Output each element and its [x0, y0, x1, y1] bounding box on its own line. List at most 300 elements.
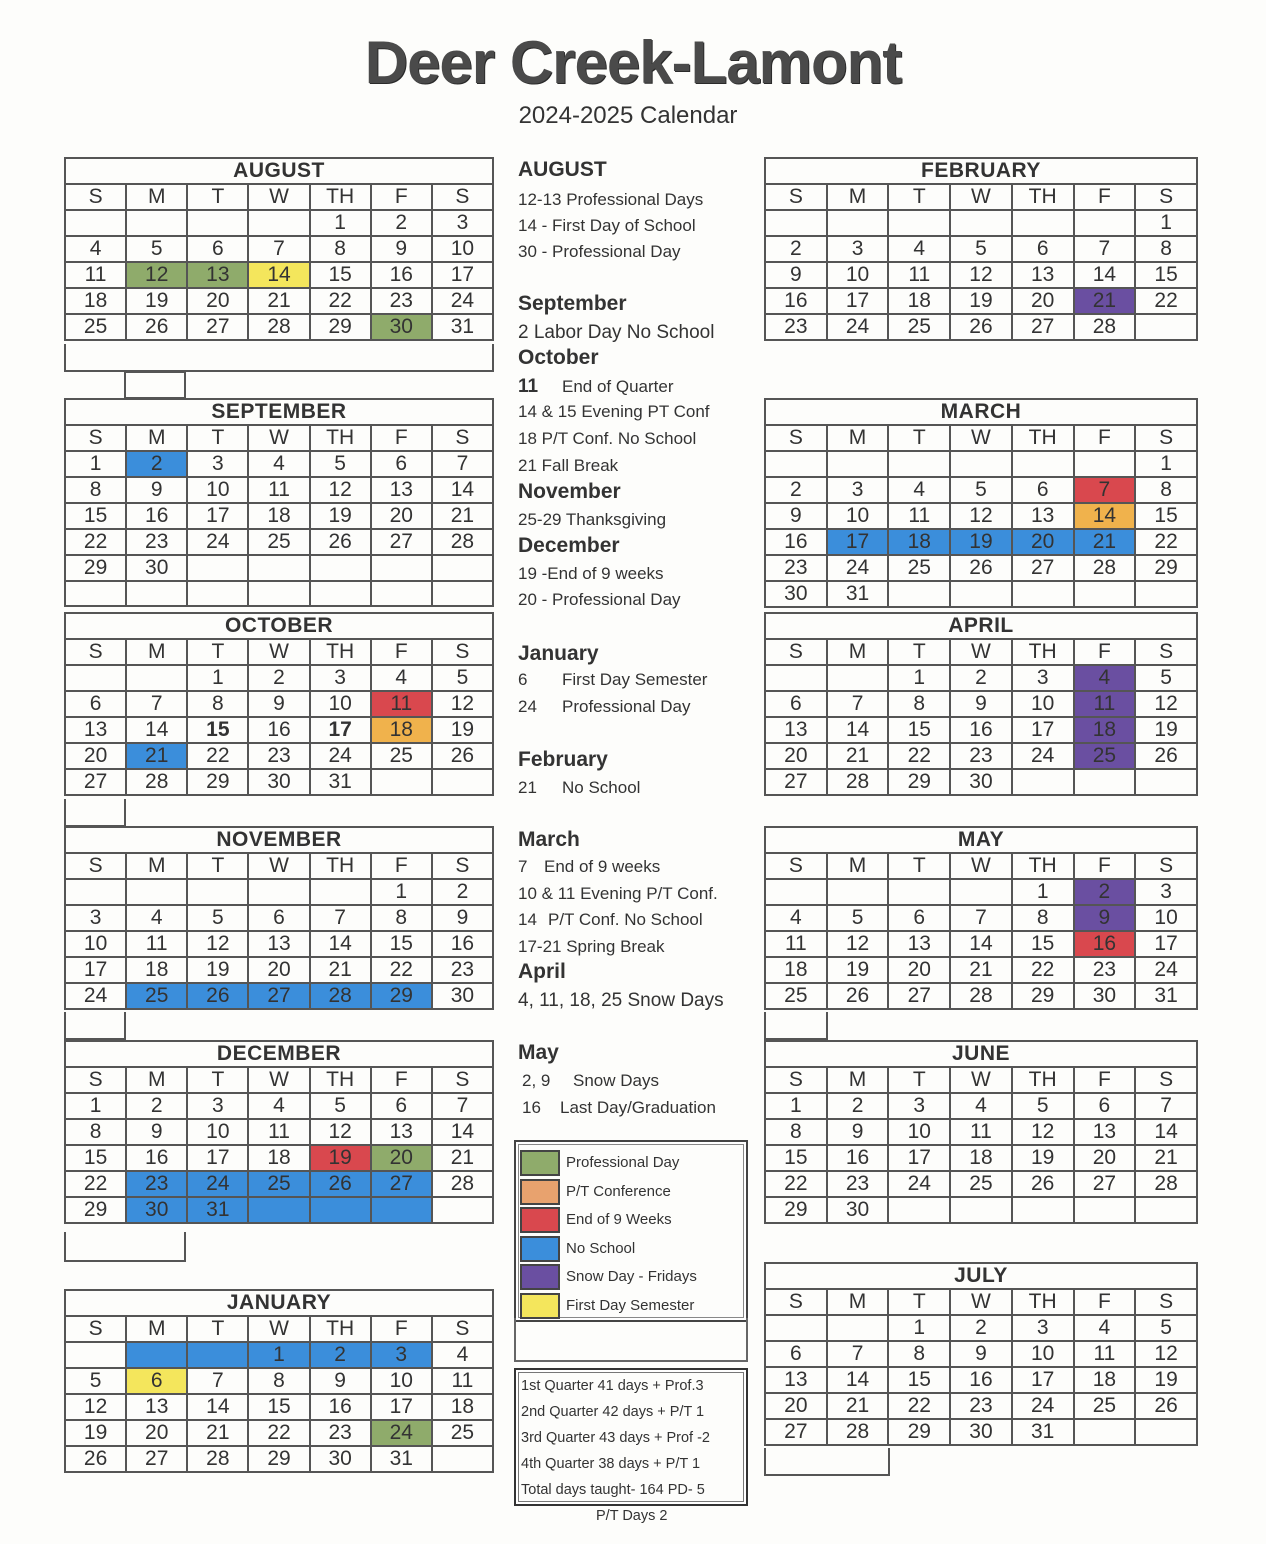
- weekday-header: T: [888, 425, 950, 451]
- day-cell: 19: [950, 529, 1012, 555]
- day-cell: 3: [371, 1342, 432, 1368]
- day-cell: 16: [248, 717, 309, 743]
- day-cell: 6: [888, 905, 950, 931]
- table-stub: [64, 1232, 186, 1262]
- month-table-february: [764, 157, 1198, 341]
- weekday-header: TH: [310, 639, 371, 665]
- day-cell: 15: [65, 1145, 126, 1171]
- day-cell: 29: [1135, 555, 1197, 581]
- day-cell: 8: [371, 905, 432, 931]
- day-cell: 3: [1012, 665, 1074, 691]
- day-cell: 4: [950, 1093, 1012, 1119]
- day-cell: [371, 1197, 432, 1223]
- day-cell: 24: [827, 555, 889, 581]
- day-cell: 5: [827, 905, 889, 931]
- day-cell: [432, 555, 493, 581]
- day-cell: 28: [126, 769, 187, 795]
- day-cell: 19: [1135, 717, 1197, 743]
- day-cell: 3: [310, 665, 371, 691]
- day-cell: 17: [827, 529, 889, 555]
- day-cell: 23: [765, 555, 827, 581]
- day-cell: 2: [950, 1315, 1012, 1341]
- day-cell: [248, 879, 309, 905]
- day-cell: [371, 769, 432, 795]
- day-cell: 20: [65, 743, 126, 769]
- day-cell: [1135, 581, 1197, 607]
- weekday-header: F: [371, 639, 432, 665]
- weekday-header: W: [950, 425, 1012, 451]
- day-cell: 25: [65, 314, 126, 340]
- day-cell: 19: [827, 957, 889, 983]
- day-cell: 29: [310, 314, 371, 340]
- day-cell: 4: [248, 1093, 309, 1119]
- weekday-header: M: [827, 425, 889, 451]
- week-row: [65, 236, 493, 262]
- weekday-header: W: [248, 184, 309, 210]
- day-cell: 8: [765, 1119, 827, 1145]
- day-cell: 18: [1074, 717, 1136, 743]
- day-cell: 22: [888, 1393, 950, 1419]
- day-cell: [432, 1446, 493, 1472]
- weekday-header: S: [765, 425, 827, 451]
- day-cell: 16: [126, 1145, 187, 1171]
- week-row: [65, 957, 493, 983]
- day-cell: 22: [1012, 957, 1074, 983]
- week-row: [765, 503, 1197, 529]
- day-cell: 19: [310, 503, 371, 529]
- day-cell: 30: [827, 1197, 889, 1223]
- weekday-header: F: [371, 1316, 432, 1342]
- day-cell: 10: [827, 262, 889, 288]
- note-line: [518, 376, 674, 398]
- week-row: [765, 1341, 1197, 1367]
- day-cell: 26: [1135, 743, 1197, 769]
- day-cell: [310, 581, 371, 606]
- day-cell: [1012, 210, 1074, 236]
- day-cell: 23: [950, 743, 1012, 769]
- weekday-header: S: [432, 184, 493, 210]
- day-cell: 19: [187, 957, 248, 983]
- week-row: [765, 983, 1197, 1009]
- day-cell: 31: [1135, 983, 1197, 1009]
- day-cell: 9: [371, 236, 432, 262]
- day-cell: 11: [1074, 691, 1136, 717]
- weekday-header: S: [432, 639, 493, 665]
- day-cell: [187, 1342, 248, 1368]
- day-cell: 12: [827, 931, 889, 957]
- weekday-header: S: [432, 1067, 493, 1093]
- weekday-header: T: [888, 853, 950, 879]
- day-cell: 26: [950, 555, 1012, 581]
- day-cell: 10: [1135, 905, 1197, 931]
- quarter-line: 1st Quarter 41 days + Prof.3: [521, 1378, 704, 1394]
- day-cell: 8: [310, 236, 371, 262]
- day-cell: 23: [827, 1171, 889, 1197]
- weekday-header: T: [888, 184, 950, 210]
- day-cell: 29: [1012, 983, 1074, 1009]
- day-cell: 23: [310, 1420, 371, 1446]
- weekday-header: TH: [1012, 1067, 1074, 1093]
- day-cell: 22: [65, 529, 126, 555]
- day-cell: 15: [187, 717, 248, 743]
- day-cell: 30: [950, 769, 1012, 795]
- note-heading: AUGUST: [518, 158, 607, 181]
- day-cell: 10: [432, 236, 493, 262]
- day-cell: [827, 210, 889, 236]
- day-cell: 7: [248, 236, 309, 262]
- legend-label: First Day Semester: [566, 1296, 695, 1314]
- weekday-header: S: [765, 1067, 827, 1093]
- note-heading: February: [518, 748, 608, 771]
- day-cell: 3: [432, 210, 493, 236]
- day-cell: 21: [950, 957, 1012, 983]
- day-cell: 12: [310, 477, 371, 503]
- day-cell: 6: [765, 1341, 827, 1367]
- note-heading: April: [518, 960, 566, 983]
- day-cell: 12: [950, 262, 1012, 288]
- day-cell: 10: [1012, 1341, 1074, 1367]
- week-row: [65, 451, 493, 477]
- day-cell: 19: [1135, 1367, 1197, 1393]
- legend-item: [520, 1150, 742, 1176]
- day-cell: 4: [65, 236, 126, 262]
- weekday-header: S: [1135, 1289, 1197, 1315]
- weekday-header: F: [1074, 853, 1136, 879]
- day-cell: 14: [126, 717, 187, 743]
- day-cell: 27: [126, 1446, 187, 1472]
- month-name: FEBRUARY: [765, 158, 1197, 184]
- day-cell: 13: [765, 1367, 827, 1393]
- note-text: Snow Days: [573, 1071, 659, 1090]
- day-cell: 19: [1012, 1145, 1074, 1171]
- day-cell: [1135, 769, 1197, 795]
- day-cell: 11: [888, 503, 950, 529]
- day-cell: [888, 581, 950, 607]
- weekday-header: W: [950, 184, 1012, 210]
- day-cell: 20: [888, 957, 950, 983]
- day-cell: [432, 769, 493, 795]
- week-row: [765, 477, 1197, 503]
- day-cell: 28: [827, 769, 889, 795]
- month-table-january: [64, 1289, 494, 1473]
- legend-item: [520, 1293, 742, 1319]
- legend-label: End of 9 Weeks: [566, 1211, 672, 1228]
- day-cell: 24: [827, 314, 889, 340]
- day-cell: [765, 665, 827, 691]
- note-line: 30 - Professional Day: [518, 242, 681, 261]
- day-cell: 20: [187, 288, 248, 314]
- day-cell: 6: [65, 691, 126, 717]
- legend-spacer: [514, 1318, 748, 1362]
- day-cell: 9: [765, 262, 827, 288]
- weekday-header: F: [371, 1067, 432, 1093]
- week-row: [65, 905, 493, 931]
- weekday-header: S: [765, 639, 827, 665]
- day-cell: 22: [765, 1171, 827, 1197]
- day-cell: 17: [1135, 931, 1197, 957]
- day-cell: 18: [765, 957, 827, 983]
- note-text: End of Quarter: [562, 377, 674, 396]
- day-cell: 14: [432, 1119, 493, 1145]
- weekday-header: S: [65, 425, 126, 451]
- day-cell: [1074, 581, 1136, 607]
- day-cell: [1012, 451, 1074, 477]
- day-cell: [65, 879, 126, 905]
- day-cell: 5: [1135, 1315, 1197, 1341]
- day-cell: 22: [310, 288, 371, 314]
- day-cell: 21: [827, 743, 889, 769]
- day-cell: 14: [1074, 262, 1136, 288]
- day-cell: 30: [1074, 983, 1136, 1009]
- day-cell: 5: [432, 665, 493, 691]
- day-cell: 14: [310, 931, 371, 957]
- day-cell: 15: [1135, 262, 1197, 288]
- day-cell: 8: [888, 691, 950, 717]
- week-row: [65, 1171, 493, 1197]
- day-cell: 19: [65, 1420, 126, 1446]
- day-cell: 30: [310, 1446, 371, 1472]
- day-cell: [888, 1197, 950, 1223]
- day-cell: 28: [187, 1446, 248, 1472]
- day-cell: 7: [310, 905, 371, 931]
- day-cell: 26: [310, 529, 371, 555]
- day-cell: 18: [1074, 1367, 1136, 1393]
- day-cell: 18: [432, 1394, 493, 1420]
- day-cell: 11: [248, 477, 309, 503]
- month-name: JUNE: [765, 1041, 1197, 1067]
- day-cell: 28: [1074, 314, 1136, 340]
- day-cell: 13: [248, 931, 309, 957]
- day-cell: 25: [248, 1171, 309, 1197]
- note-line: 20 - Professional Day: [518, 590, 681, 609]
- week-row: [765, 1171, 1197, 1197]
- day-cell: 24: [310, 743, 371, 769]
- day-cell: 24: [432, 288, 493, 314]
- weekday-header: T: [888, 1289, 950, 1315]
- week-row: [65, 1394, 493, 1420]
- day-cell: 1: [765, 1093, 827, 1119]
- day-cell: 22: [371, 957, 432, 983]
- day-cell: 5: [950, 477, 1012, 503]
- day-cell: 1: [1135, 210, 1197, 236]
- day-cell: 18: [248, 503, 309, 529]
- day-cell: 31: [371, 1446, 432, 1472]
- month-name: APRIL: [765, 613, 1197, 639]
- month-name: DECEMBER: [65, 1041, 493, 1067]
- day-cell: 30: [371, 314, 432, 340]
- day-cell: [371, 581, 432, 606]
- day-cell: 16: [950, 1367, 1012, 1393]
- day-cell: 14: [1135, 1119, 1197, 1145]
- legend-swatch: [520, 1150, 560, 1176]
- day-cell: [126, 1342, 187, 1368]
- day-cell: 30: [248, 769, 309, 795]
- day-cell: 10: [888, 1119, 950, 1145]
- day-cell: 2: [765, 477, 827, 503]
- day-cell: 9: [126, 477, 187, 503]
- legend-item: [520, 1179, 742, 1205]
- month-table-may: [764, 826, 1198, 1010]
- day-cell: 21: [827, 1393, 889, 1419]
- day-cell: 29: [371, 983, 432, 1009]
- day-cell: 27: [765, 1419, 827, 1445]
- note-day: 16: [522, 1098, 541, 1117]
- day-cell: 17: [432, 262, 493, 288]
- weekday-header: M: [126, 1067, 187, 1093]
- weekday-header: TH: [1012, 853, 1074, 879]
- legend-swatch: [520, 1207, 560, 1233]
- note-line: 18 P/T Conf. No School: [518, 429, 697, 448]
- day-cell: 13: [888, 931, 950, 957]
- day-cell: 9: [126, 1119, 187, 1145]
- day-cell: 20: [1012, 288, 1074, 314]
- day-cell: 20: [1074, 1145, 1136, 1171]
- day-cell: 15: [888, 1367, 950, 1393]
- day-cell: 22: [187, 743, 248, 769]
- day-cell: [827, 879, 889, 905]
- weekday-header: F: [371, 425, 432, 451]
- day-cell: 8: [65, 1119, 126, 1145]
- day-cell: 7: [432, 1093, 493, 1119]
- week-row: [765, 905, 1197, 931]
- day-cell: 9: [310, 1368, 371, 1394]
- day-cell: 25: [888, 555, 950, 581]
- day-cell: 6: [248, 905, 309, 931]
- day-cell: 25: [1074, 743, 1136, 769]
- weekday-header: T: [187, 425, 248, 451]
- day-cell: 27: [371, 1171, 432, 1197]
- day-cell: [126, 210, 187, 236]
- day-cell: 24: [187, 529, 248, 555]
- legend-item: [520, 1236, 742, 1262]
- day-cell: 31: [827, 581, 889, 607]
- day-cell: [187, 555, 248, 581]
- day-cell: 18: [65, 288, 126, 314]
- weekday-header: T: [888, 1067, 950, 1093]
- day-cell: 11: [65, 262, 126, 288]
- note-line: [518, 778, 640, 798]
- day-cell: 9: [432, 905, 493, 931]
- day-cell: 8: [1135, 236, 1197, 262]
- day-cell: 21: [310, 957, 371, 983]
- day-cell: 19: [432, 717, 493, 743]
- day-cell: 25: [126, 983, 187, 1009]
- weekday-header: S: [765, 853, 827, 879]
- day-cell: [248, 581, 309, 606]
- day-cell: 27: [248, 983, 309, 1009]
- day-cell: 1: [65, 1093, 126, 1119]
- day-cell: 2: [950, 665, 1012, 691]
- day-cell: 21: [1135, 1145, 1197, 1171]
- weekday-header: W: [248, 425, 309, 451]
- weekday-header: S: [1135, 639, 1197, 665]
- weekday-header: M: [126, 639, 187, 665]
- weekday-header: TH: [310, 425, 371, 451]
- weekday-header: F: [371, 853, 432, 879]
- day-cell: 17: [371, 1394, 432, 1420]
- day-cell: [432, 1197, 493, 1223]
- day-cell: 27: [1012, 314, 1074, 340]
- weekday-header: M: [827, 1067, 889, 1093]
- day-cell: 3: [187, 451, 248, 477]
- legend-swatch: [520, 1264, 560, 1290]
- day-cell: 4: [888, 477, 950, 503]
- note-line: 4, 11, 18, 25 Snow Days: [518, 990, 724, 1011]
- day-cell: 12: [1012, 1119, 1074, 1145]
- weekday-header: S: [65, 184, 126, 210]
- day-cell: 10: [310, 691, 371, 717]
- day-cell: 26: [65, 1446, 126, 1472]
- week-row: [765, 769, 1197, 795]
- day-cell: 11: [371, 691, 432, 717]
- day-cell: [765, 879, 827, 905]
- day-cell: 17: [1012, 1367, 1074, 1393]
- day-cell: 27: [187, 314, 248, 340]
- day-cell: 23: [950, 1393, 1012, 1419]
- day-cell: 27: [1012, 555, 1074, 581]
- day-cell: [187, 879, 248, 905]
- table-stub: [64, 344, 494, 372]
- week-row: [765, 529, 1197, 555]
- day-cell: 24: [371, 1420, 432, 1446]
- note-line: [518, 910, 703, 930]
- month-table-september: [64, 398, 494, 607]
- day-cell: 17: [65, 957, 126, 983]
- day-cell: [765, 451, 827, 477]
- day-cell: 21: [187, 1420, 248, 1446]
- day-cell: 15: [765, 1145, 827, 1171]
- legend-swatch: [520, 1236, 560, 1262]
- day-cell: 12: [65, 1394, 126, 1420]
- weekday-header: S: [1135, 425, 1197, 451]
- day-cell: 5: [1012, 1093, 1074, 1119]
- day-cell: 29: [248, 1446, 309, 1472]
- week-row: [765, 262, 1197, 288]
- day-cell: 31: [432, 314, 493, 340]
- day-cell: 1: [1135, 451, 1197, 477]
- day-cell: 30: [126, 555, 187, 581]
- day-cell: 11: [1074, 1341, 1136, 1367]
- day-cell: 26: [1012, 1171, 1074, 1197]
- day-cell: 14: [432, 477, 493, 503]
- day-cell: 16: [950, 717, 1012, 743]
- week-row: [65, 1197, 493, 1223]
- note-day: 7: [518, 857, 528, 876]
- week-row: [65, 288, 493, 314]
- weekday-header: T: [187, 1067, 248, 1093]
- week-row: [65, 1420, 493, 1446]
- weekday-header: S: [765, 184, 827, 210]
- note-heading: March: [518, 828, 580, 851]
- day-cell: 26: [187, 983, 248, 1009]
- day-cell: [1135, 1419, 1197, 1445]
- day-cell: 2: [765, 236, 827, 262]
- weekday-header: T: [187, 1316, 248, 1342]
- day-cell: 10: [187, 1119, 248, 1145]
- day-cell: 7: [187, 1368, 248, 1394]
- day-cell: 2: [126, 451, 187, 477]
- month-name: JANUARY: [65, 1290, 493, 1316]
- day-cell: 4: [371, 665, 432, 691]
- day-cell: 15: [1135, 503, 1197, 529]
- day-cell: [65, 665, 126, 691]
- day-cell: 7: [1074, 477, 1136, 503]
- week-row: [65, 581, 493, 606]
- legend-swatch: [520, 1179, 560, 1205]
- day-cell: 5: [310, 451, 371, 477]
- week-row: [65, 555, 493, 581]
- note-heading: November: [518, 480, 621, 503]
